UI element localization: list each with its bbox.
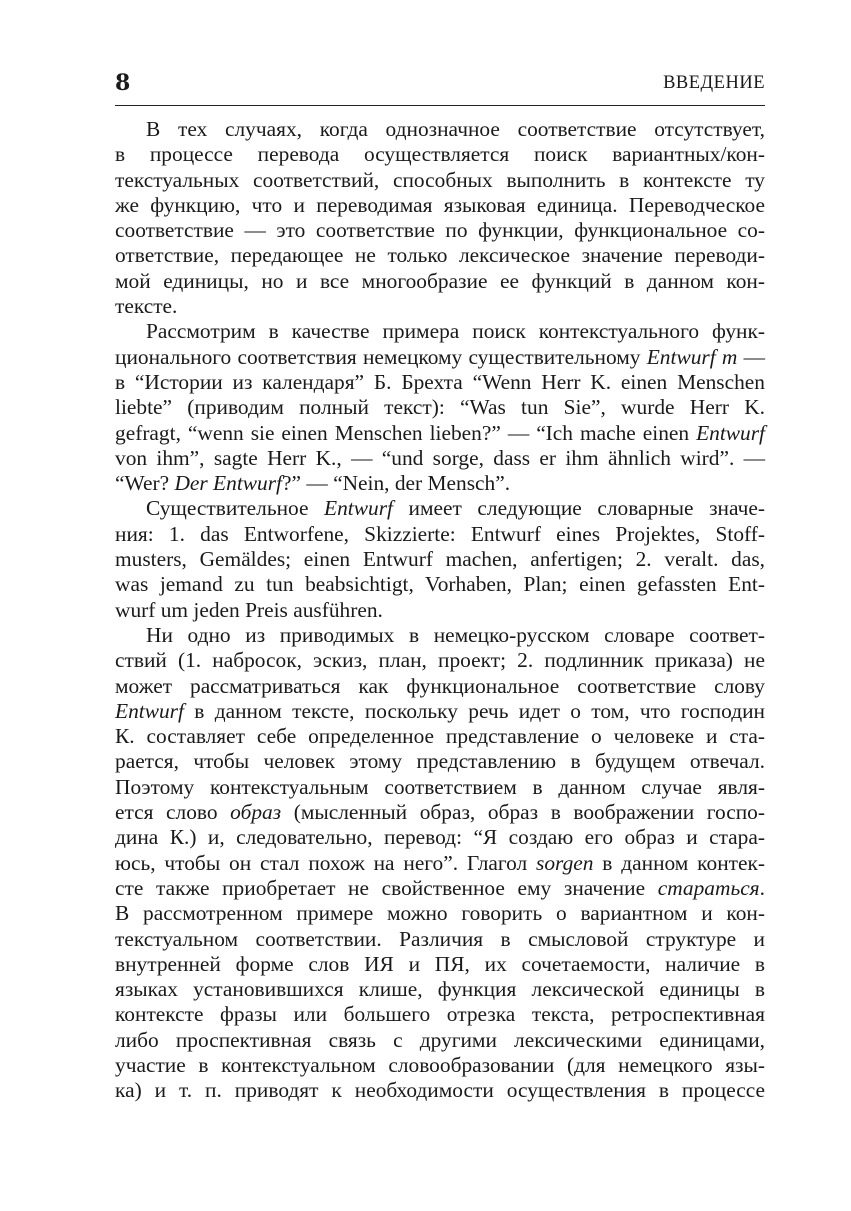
text-line: либо проспективная связь с другими лексическими единицами, [115,1027,765,1052]
text-line: ка) и т. п. приводят к необходимости осуществления в процессе [115,1078,765,1103]
header-rule [115,105,765,106]
text-line: в “Истории из календаря” Б. Брехта “Wenn Herr K. einen Menschen [115,369,765,394]
text-line: ния: 1. das Entworfene, Skizzierte: Entwurf eines Projektes, Stoff- [115,521,765,546]
text-line: “Wer? Der Entwurf?” — “Nein, der Mensch”. [115,471,511,496]
text-line: Entwurf в данном тексте, поскольку речь идет о том, что господин [115,698,765,723]
text-line: wurf um jeden Preis ausführen. [115,597,383,622]
italic-term: Entwurf m [646,344,738,369]
text-line: юсь, чтобы он стал похож на него”. Глагол sorgen в данном контек- [115,850,765,875]
text-line: ется слово образ (мысленный образ, образ в воображении госпо- [115,800,765,825]
text-line: сте также приобретает не свойственное ему значение стараться. [115,875,765,900]
text-line: was jemand zu tun beabsichtigt, Vorhaben, Plan; einen gefassten Ent- [115,572,765,597]
italic-term: стараться [657,875,760,900]
text-line: участие в контекстуальном словообразовании (для немецкого язы- [115,1052,765,1077]
text-line: von ihm”, sagte Herr K., — “und sorge, dass er ihm ähnlich wird”. — [115,445,765,470]
text-line: текстуальных соответствий, способных выполнить в контексте ту [115,167,765,192]
text-line: в процессе перевода осуществляется поиск вариантных/кон- [115,142,765,167]
text-line: Поэтому контекстуальным соответствием в данном случае явля- [115,774,765,799]
text-line: дина К.) и, следовательно, перевод: “Я создаю его образ и стара- [115,825,765,850]
text-line: мой единицы, но и все многообразие ее функций в данном кон- [115,268,765,293]
page-number: 8 [115,70,131,96]
italic-term: Entwurf [324,496,393,521]
text-line: ствий (1. набросок, эскиз, план, проект; 2. подлинник приказа) не [115,648,765,673]
text-line: рается, чтобы человек этому представлению в будущем отвечал. [115,749,765,774]
text-line: ответствие, передающее не только лексическое значение переводи- [115,243,765,268]
text-line: может рассматриваться как функциональное соответствие слову [115,673,765,698]
italic-term: Der Entwurf [174,471,282,496]
text-line: же функцию, что и переводимая языковая единица. Переводческое [115,192,765,217]
text-line: ционального соответствия немецкому существительному Entwurf m — [115,344,765,369]
text-line: liebte” (приводим полный текст): “Was tun Sie”, wurde Herr K. [115,395,765,420]
text-line: Рассмотрим в качестве примера поиск контекстуального функ- [146,319,765,344]
text-line: Существительное Entwurf имеет следующие словарные значе- [146,496,765,521]
italic-term: Entwurf [115,698,184,723]
text-line: Ни одно из приводимых в немецко-русском словаре соответ- [146,622,765,647]
text-line: К. составляет себе определенное представление о человеке и ста- [115,724,765,749]
text-line: gefragt, “wenn sie einen Menschen lieben?” — “Ich mache einen Entwurf [115,420,765,445]
text-line: тексте. [115,294,178,319]
italic-term: Entwurf [696,420,765,445]
italic-term: sorgen [536,850,594,875]
text-line: внутренней форме слов ИЯ и ПЯ, их сочетаемости, наличие в [115,951,765,976]
text-line: языках установившихся клише, функция лексической единицы в [115,977,765,1002]
text-line: контексте фразы или большего отрезка текста, ретроспективная [115,1002,765,1027]
text-line: В рассмотренном примере можно говорить о вариантном и кон- [115,901,765,926]
text-line: В тех случаях, когда однозначное соответствие отсутствует, [146,117,765,141]
text-line: соответствие — это соответствие по функции, функциональное со- [115,218,765,243]
text-line: текстуальном соответствии. Различия в смысловой структуре и [115,926,765,951]
running-title: ВВЕДЕНИЕ [663,73,765,93]
italic-term: образ [230,800,282,825]
body-text [115,117,765,1104]
text-line: musters, Gemäldes; einen Entwurf machen, anfertigen; 2. veralt. das, [115,547,765,572]
